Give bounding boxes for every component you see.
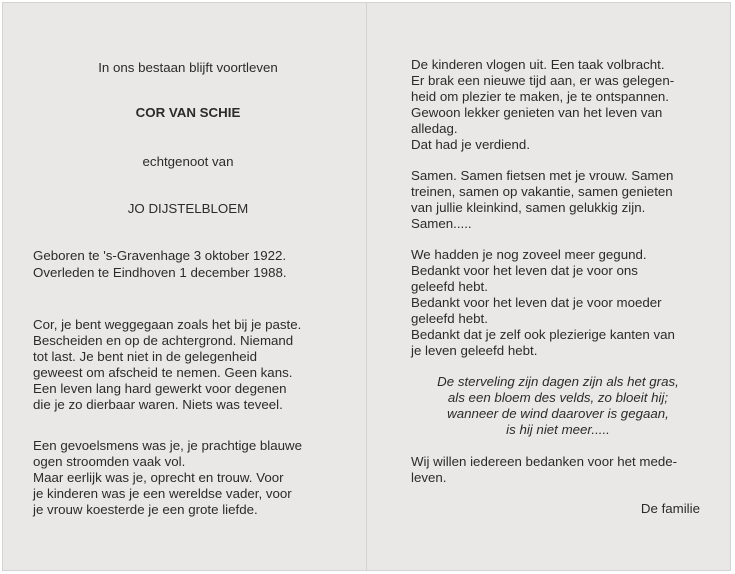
paragraph-line: Een gevoelsmens was je, je prachtige blauwe [33,438,303,453]
thanks-line: leven. [411,470,447,485]
fold-line [366,2,367,571]
spouse-name: JO DIJSTELBLOEM [127,201,249,216]
paragraph-line: Bedankt dat je zelf ook plezierige kanten van [411,327,675,342]
paragraph-line: Samen. Samen fietsen met je vrouw. Samen [411,168,674,183]
paragraph-line: geweest om afscheid te nemen. Geen kans. [33,365,293,380]
paragraph-line: heid om plezier te maken, je te ontspannen. [411,89,669,104]
paragraph-line: Er brak een nieuwe tijd aan, er was gelegen- [411,73,675,88]
signature: De familie [640,501,700,516]
spouse-intro: echtgenoot van [142,154,234,169]
intro-line: In ons bestaan blijft voortleven [98,60,278,75]
paragraph-line: je leven geleefd hebt. [411,343,538,358]
paragraph-line: De kinderen vlogen uit. Een taak volbracht. [411,57,665,72]
poem-line: wanneer de wind daarover is gegaan, [447,406,669,421]
paragraph-line: alledag. [411,121,458,136]
paragraph-line: Bedankt voor het leven dat je voor ons [411,263,638,278]
poem-line: is hij niet meer..... [506,422,610,437]
thanks-line: Wij willen iedereen bedanken voor het mede- [411,454,678,469]
paragraph-line: geleefd hebt. [411,279,488,294]
poem-line: De sterveling zijn dagen zijn als het gras, [437,374,679,389]
death-line: Overleden te Eindhoven 1 december 1988. [33,265,287,280]
paragraph-line: die je zo dierbaar waren. Niets was teveel. [33,397,283,412]
paragraph-line: Bedankt voor het leven dat je voor moeder [411,295,662,310]
paragraph-line: Dat had je verdiend. [411,137,531,152]
paragraph-line: tot last. Je bent niet in de gelegenheid [33,349,257,364]
paragraph-line: je vrouw koesterde je een grote liefde. [33,502,258,517]
paragraph-line: geleefd hebt. [411,311,488,326]
poem-line: als een bloem des velds, zo bloeit hij; [447,390,669,405]
paragraph-line: Een leven lang hard gewerkt voor degenen [33,381,287,396]
paragraph-line: We hadden je nog zoveel meer gegund. [411,247,647,262]
paragraph-line: Maar eerlijk was je, oprecht en trouw. Voor [33,470,284,485]
paragraph-line: van jullie kleinkind, samen gelukkig zijn. [411,200,646,215]
deceased-name: COR VAN SCHIE [135,105,241,120]
paragraph-line: treinen, samen op vakantie, samen genieten [411,184,673,199]
paragraph-line: Bescheiden en op de achtergrond. Niemand [33,333,294,348]
paragraph-line: ogen stroomden vaak vol. [33,454,186,469]
birth-line: Geboren te 's-Gravenhage 3 oktober 1922. [33,248,287,263]
paragraph-line: Cor, je bent weggegaan zoals het bij je paste. [33,317,302,332]
paragraph-line: Samen..... [411,216,472,231]
paragraph-line: je kinderen was je een wereldse vader, voor [33,486,292,501]
paragraph-line: Gewoon lekker genieten van het leven van [411,105,663,120]
